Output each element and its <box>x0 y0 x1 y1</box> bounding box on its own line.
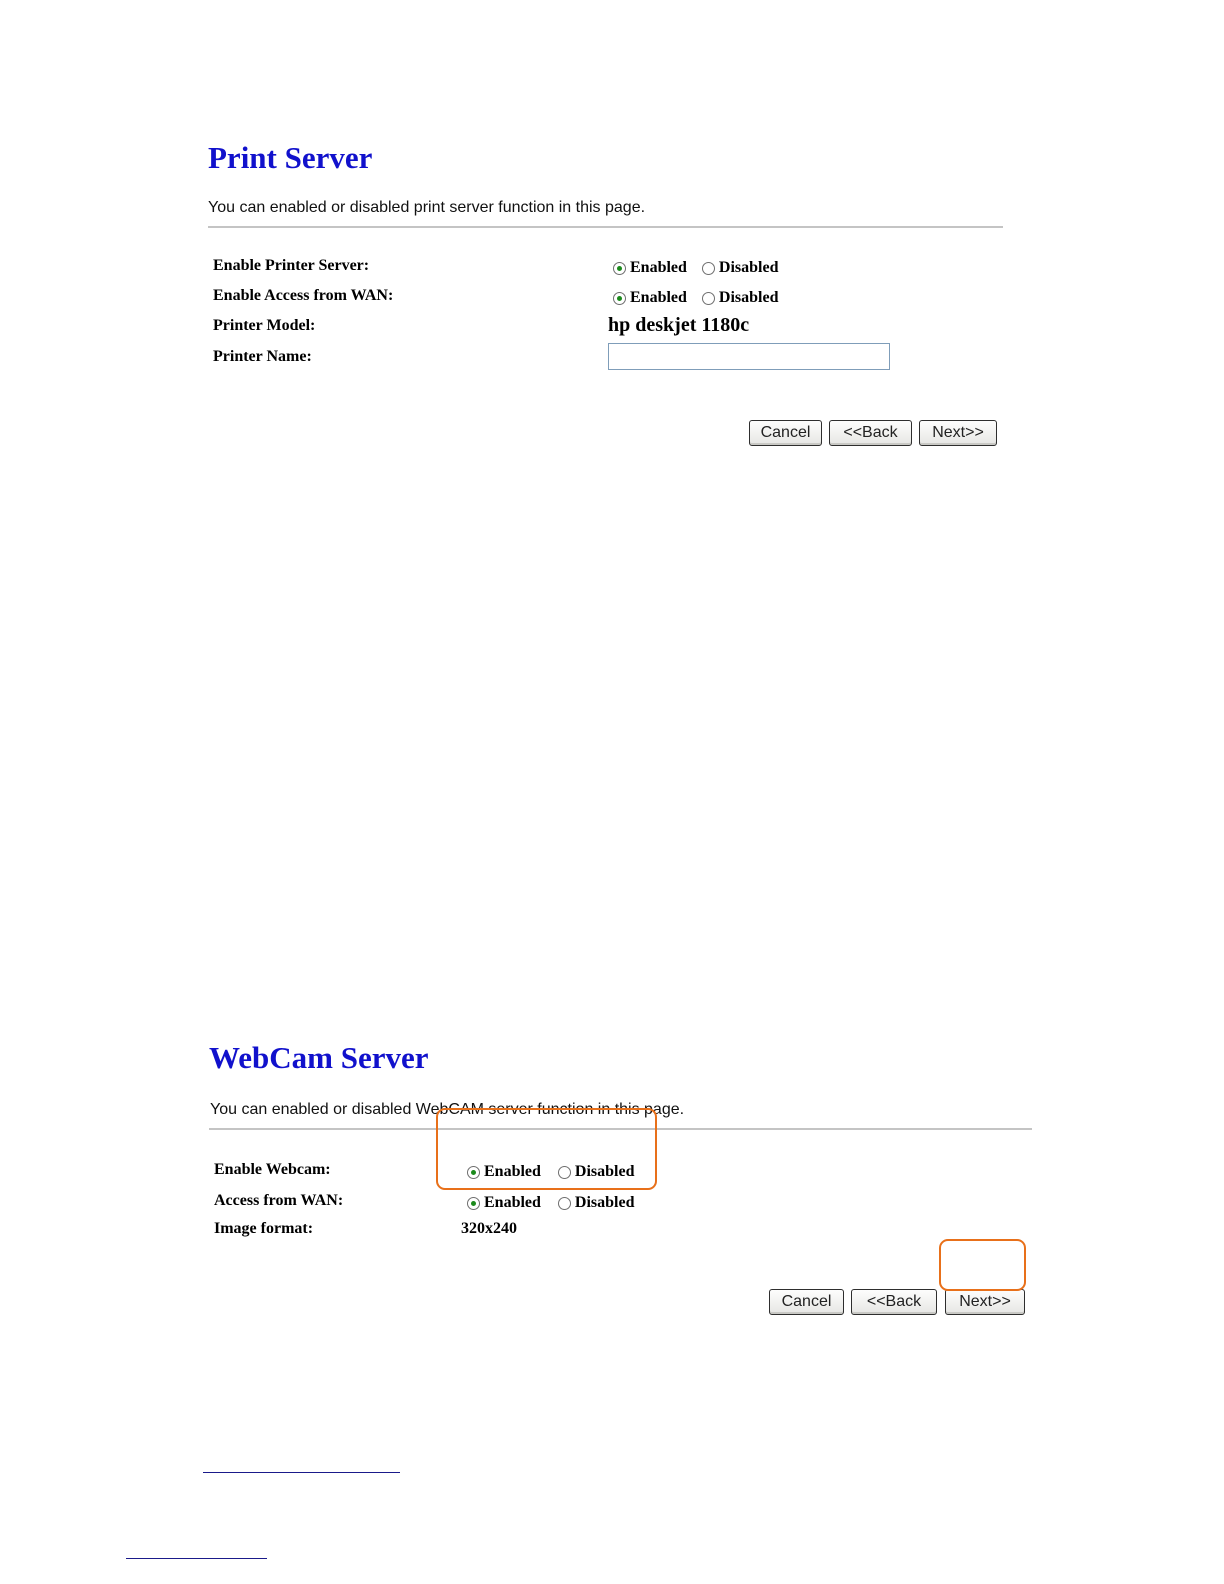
radio-selected-icon[interactable] <box>467 1197 480 1210</box>
enable-access-wan-enabled-radio[interactable] <box>613 289 687 307</box>
enable-printer-server-label: Enable Printer Server: <box>213 257 370 274</box>
print-back-button[interactable]: <<Back <box>829 420 912 446</box>
printer-model-label: Printer Model: <box>213 317 316 334</box>
printer-name-input[interactable] <box>608 343 890 370</box>
enable-access-wan-disabled-radio[interactable] <box>702 289 779 307</box>
image-format-value: 320x240 <box>461 1220 517 1237</box>
enable-webcam-highlight-box <box>436 1108 657 1190</box>
radio-label: Disabled <box>574 1163 635 1180</box>
next-button-highlight-box <box>939 1239 1026 1291</box>
webcam-back-button[interactable]: <<Back <box>851 1289 937 1315</box>
radio-label: Enabled <box>630 259 687 276</box>
enable-access-wan-radio-group <box>613 289 779 307</box>
webcam-server-title: WebCam Server <box>209 1040 429 1075</box>
print-server-description: You can enabled or disabled print server function in this page. <box>208 199 646 216</box>
radio-unselected-icon[interactable] <box>558 1197 571 1210</box>
printer-model-value: hp deskjet 1180c <box>608 314 750 336</box>
print-server-divider <box>208 226 1003 228</box>
footnote-separator-line <box>126 1558 267 1559</box>
enable-printer-server-disabled-radio[interactable] <box>702 259 779 277</box>
webcam-server-panel <box>0 1030 1224 1340</box>
radio-unselected-icon[interactable] <box>702 262 715 275</box>
radio-selected-icon[interactable] <box>613 292 626 305</box>
radio-label: Disabled <box>718 289 779 306</box>
radio-selected-icon[interactable] <box>613 262 626 275</box>
image-format-label: Image format: <box>214 1220 314 1237</box>
footnote-separator-line <box>203 1472 400 1473</box>
radio-label: Disabled <box>574 1194 635 1211</box>
enable-webcam-label: Enable Webcam: <box>214 1161 331 1178</box>
access-wan-label: Access from WAN: <box>214 1192 344 1209</box>
printer-name-label: Printer Name: <box>213 348 312 365</box>
print-server-title: Print Server <box>208 140 373 175</box>
print-server-panel <box>0 0 1224 470</box>
webcam-cancel-button[interactable]: Cancel <box>769 1289 844 1315</box>
enable-printer-server-enabled-radio[interactable] <box>613 259 687 277</box>
radio-unselected-icon[interactable] <box>702 292 715 305</box>
access-wan-radio-group <box>467 1194 635 1212</box>
print-cancel-button[interactable]: Cancel <box>749 420 822 446</box>
radio-label: Enabled <box>484 1163 541 1180</box>
webcam-next-button[interactable]: Next>> <box>945 1289 1025 1315</box>
print-next-button[interactable]: Next>> <box>919 420 997 446</box>
access-wan-disabled-radio[interactable] <box>558 1194 635 1212</box>
radio-label: Disabled <box>718 259 779 276</box>
radio-label: Enabled <box>630 289 687 306</box>
access-wan-enabled-radio[interactable] <box>467 1194 541 1212</box>
enable-access-wan-label: Enable Access from WAN: <box>213 287 394 304</box>
webcam-server-description: You can enabled or disabled WebCAM server function in this page. <box>210 1101 685 1118</box>
enable-printer-server-radio-group <box>613 259 779 277</box>
radio-label: Enabled <box>484 1194 541 1211</box>
